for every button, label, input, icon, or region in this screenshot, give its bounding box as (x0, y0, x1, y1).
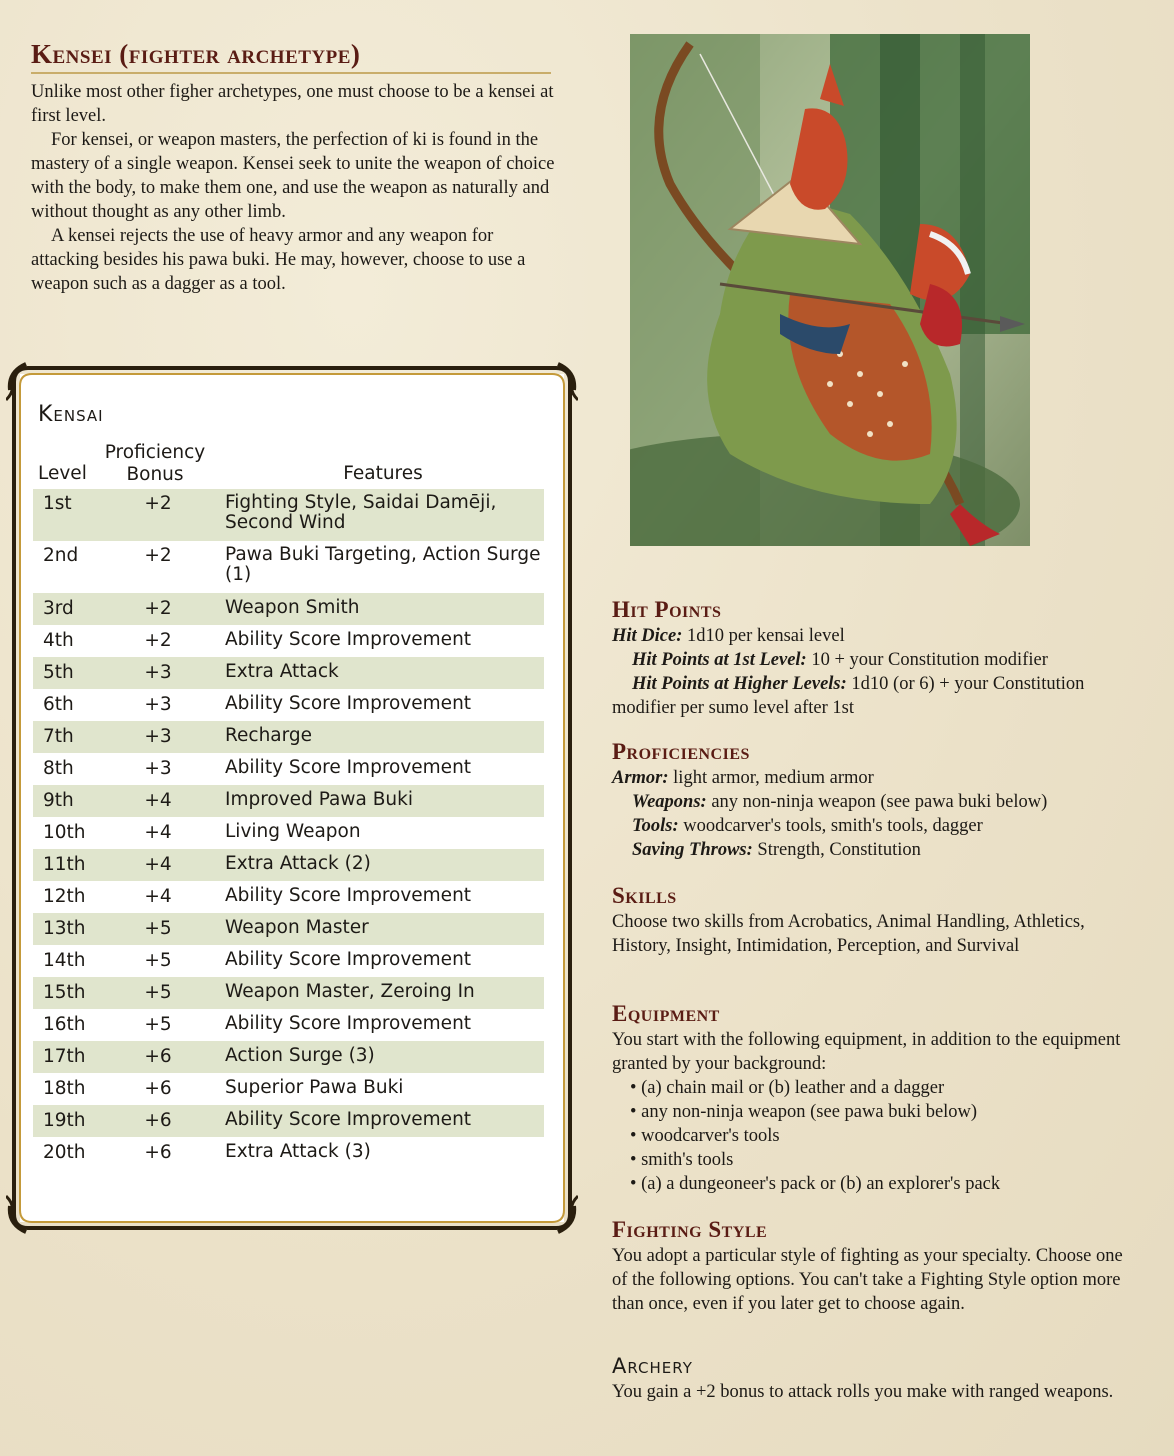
cell-features: Action Surge (3) (225, 1045, 375, 1066)
cell-proficiency: +3 (144, 758, 172, 779)
cell-proficiency: +6 (144, 1046, 172, 1067)
equipment-item: • (a) chain mail or (b) leather and a dagger (630, 1078, 945, 1098)
armor-line: Armor: light armor, medium armor (612, 768, 874, 788)
cell-level: 11th (43, 854, 86, 875)
archery-heading: Archery (612, 1354, 693, 1378)
header-level: Level (38, 463, 87, 484)
equipment-item: • woodcarver's tools (630, 1126, 780, 1146)
table-row (33, 1137, 544, 1169)
table-row (33, 541, 544, 593)
table-row (33, 689, 544, 721)
hp-higher-levels-line: Hit Points at Higher Levels: 1d10 (or 6) + your Constitution modifier per sumo level after 1st (612, 674, 1085, 718)
header-proficiency: Proficiency Bonus (104, 442, 206, 485)
cell-features: Extra Attack (2) (225, 853, 371, 874)
equipment-section (612, 1000, 1132, 1196)
skills-section (612, 882, 1132, 958)
cell-features: Recharge (225, 725, 313, 746)
intro-text (31, 80, 556, 296)
table-row (33, 817, 544, 849)
table-row (33, 593, 544, 625)
cell-proficiency: +6 (144, 1078, 172, 1099)
cell-level: 10th (43, 822, 86, 843)
table-row (33, 1041, 544, 1073)
cell-level: 12th (43, 886, 86, 907)
cell-level: 1st (43, 493, 72, 514)
hit-points-section (612, 596, 1132, 720)
bullet-icon: • (630, 1102, 642, 1122)
cell-proficiency: +2 (144, 493, 172, 514)
cell-features: Extra Attack (225, 661, 339, 682)
equipment-item: • (a) a dungeoneer's pack or (b) an explorer's pack (630, 1174, 1001, 1194)
cell-features: Ability Score Improvement (225, 693, 472, 714)
cell-proficiency: +4 (144, 790, 172, 811)
proficiencies-heading: Proficiencies (612, 739, 750, 764)
cell-features: Pawa Buki Targeting, Action Surge (1) (225, 544, 541, 585)
cell-level: 6th (43, 694, 74, 715)
cell-features: Living Weapon (225, 821, 361, 842)
page-title: Kensei (fighter archetype) (31, 38, 551, 74)
cell-features: Ability Score Improvement (225, 1109, 472, 1130)
cell-features: Ability Score Improvement (225, 1013, 472, 1034)
cell-level: 18th (43, 1078, 86, 1099)
table-row (33, 913, 544, 945)
intro-paragraph: A kensei rejects the use of heavy armor and any weapon for attacking besides his pawa buki. He may, however, choose to use a weapon such as a dagger as a tool. (31, 226, 526, 294)
equipment-heading: Equipment (612, 1001, 720, 1026)
cell-proficiency: +4 (144, 854, 172, 875)
cell-level: 14th (43, 950, 86, 971)
weapons-line: Weapons: any non-ninja weapon (see pawa buki below) (632, 792, 1048, 812)
hit-points-heading: Hit Points (612, 597, 722, 622)
cell-proficiency: +6 (144, 1110, 172, 1131)
cell-features: Superior Pawa Buki (225, 1077, 404, 1098)
cell-features: Extra Attack (3) (225, 1141, 371, 1162)
bullet-icon: • (630, 1174, 642, 1194)
saving-throws-line: Saving Throws: Strength, Constitution (632, 840, 921, 860)
cell-level: 3rd (43, 598, 74, 619)
skills-text: Choose two skills from Acrobatics, Animal Handling, Athletics, History, Insight, Intimidation, Perception, and Survival (612, 912, 1085, 956)
cell-features: Ability Score Improvement (225, 885, 472, 906)
table-row (33, 849, 544, 881)
header-features: Features (343, 463, 423, 484)
equipment-list (612, 1076, 1132, 1196)
cell-features: Weapon Smith (225, 597, 360, 618)
cell-features: Weapon Master (225, 917, 369, 938)
equipment-text: You start with the following equipment, in addition to the equipment granted by your background: (612, 1030, 1121, 1074)
cell-proficiency: +2 (144, 598, 172, 619)
cell-proficiency: +6 (144, 1142, 172, 1163)
skills-heading: Skills (612, 883, 677, 908)
cell-proficiency: +5 (144, 950, 172, 971)
cell-level: 13th (43, 918, 86, 939)
table-row (33, 721, 544, 753)
cell-features: Weapon Master, Zeroing In (225, 981, 475, 1002)
cell-level: 9th (43, 790, 74, 811)
table-header (33, 442, 544, 489)
cell-features: Improved Pawa Buki (225, 789, 413, 810)
table-row (33, 753, 544, 785)
bullet-icon: • (630, 1078, 642, 1098)
cell-proficiency: +2 (144, 630, 172, 651)
table-row (33, 625, 544, 657)
cell-level: 16th (43, 1014, 86, 1035)
cell-level: 7th (43, 726, 74, 747)
cell-level: 4th (43, 630, 74, 651)
cell-features: Ability Score Improvement (225, 629, 472, 650)
cell-proficiency: +5 (144, 1014, 172, 1035)
intro-paragraph: Unlike most other figher archetypes, one must choose to be a kensei at first level. (31, 82, 554, 126)
cell-proficiency: +4 (144, 886, 172, 907)
cell-proficiency: +3 (144, 694, 172, 715)
cell-level: 5th (43, 662, 74, 683)
kensai-table (33, 442, 544, 1169)
table-row (33, 489, 544, 541)
kensei-archer-illustration (630, 34, 1030, 546)
tools-line: Tools: woodcarver's tools, smith's tools, dagger (632, 816, 983, 836)
cell-features: Fighting Style, Saidai Damēji, Second Wind (225, 492, 497, 533)
fighting-style-text: You adopt a particular style of fighting as your specialty. Choose one of the following options. You can't take a Fighting Style option more than once, even if you later get to choose again. (612, 1246, 1123, 1314)
table-row (33, 1105, 544, 1137)
bullet-icon: • (630, 1150, 642, 1170)
intro-paragraph: For kensei, or weapon masters, the perfection of ki is found in the mastery of a single weapon. Kensei seek to unite the weapon of choice with the body, to make them one, and use the weapon as naturally and without thought as any other limb. (31, 130, 555, 222)
cell-level: 8th (43, 758, 74, 779)
cell-features: Ability Score Improvement (225, 757, 472, 778)
cell-proficiency: +5 (144, 982, 172, 1003)
cell-level: 17th (43, 1046, 86, 1067)
table-row (33, 657, 544, 689)
table-row (33, 881, 544, 913)
bullet-icon: • (630, 1126, 642, 1146)
cell-proficiency: +5 (144, 918, 172, 939)
table-row (33, 1073, 544, 1105)
proficiencies-section (612, 738, 1132, 862)
cell-proficiency: +4 (144, 822, 172, 843)
cell-proficiency: +2 (144, 545, 172, 566)
cell-level: 20th (43, 1142, 86, 1163)
cell-proficiency: +3 (144, 662, 172, 683)
cell-proficiency: +3 (144, 726, 172, 747)
table-body (33, 489, 544, 1169)
table-row (33, 977, 544, 1009)
table-row (33, 1009, 544, 1041)
cell-level: 2nd (43, 545, 79, 566)
cell-features: Ability Score Improvement (225, 949, 472, 970)
hp-first-level-line: Hit Points at 1st Level: 10 + your Constitution modifier (632, 650, 1048, 670)
table-row (33, 945, 544, 977)
table-row (33, 785, 544, 817)
cell-level: 19th (43, 1110, 86, 1131)
fighting-style-heading: Fighting Style (612, 1217, 768, 1242)
equipment-item: • smith's tools (630, 1150, 734, 1170)
fighting-style-section (612, 1216, 1132, 1316)
cell-level: 15th (43, 982, 86, 1003)
archery-text: You gain a +2 bonus to attack rolls you make with ranged weapons. (612, 1382, 1114, 1402)
archery-section (612, 1352, 1132, 1404)
hit-dice-line: Hit Dice: 1d10 per kensai level (612, 626, 845, 646)
table-title: Kensai (38, 402, 104, 427)
equipment-item: • any non-ninja weapon (see pawa buki below) (630, 1102, 978, 1122)
